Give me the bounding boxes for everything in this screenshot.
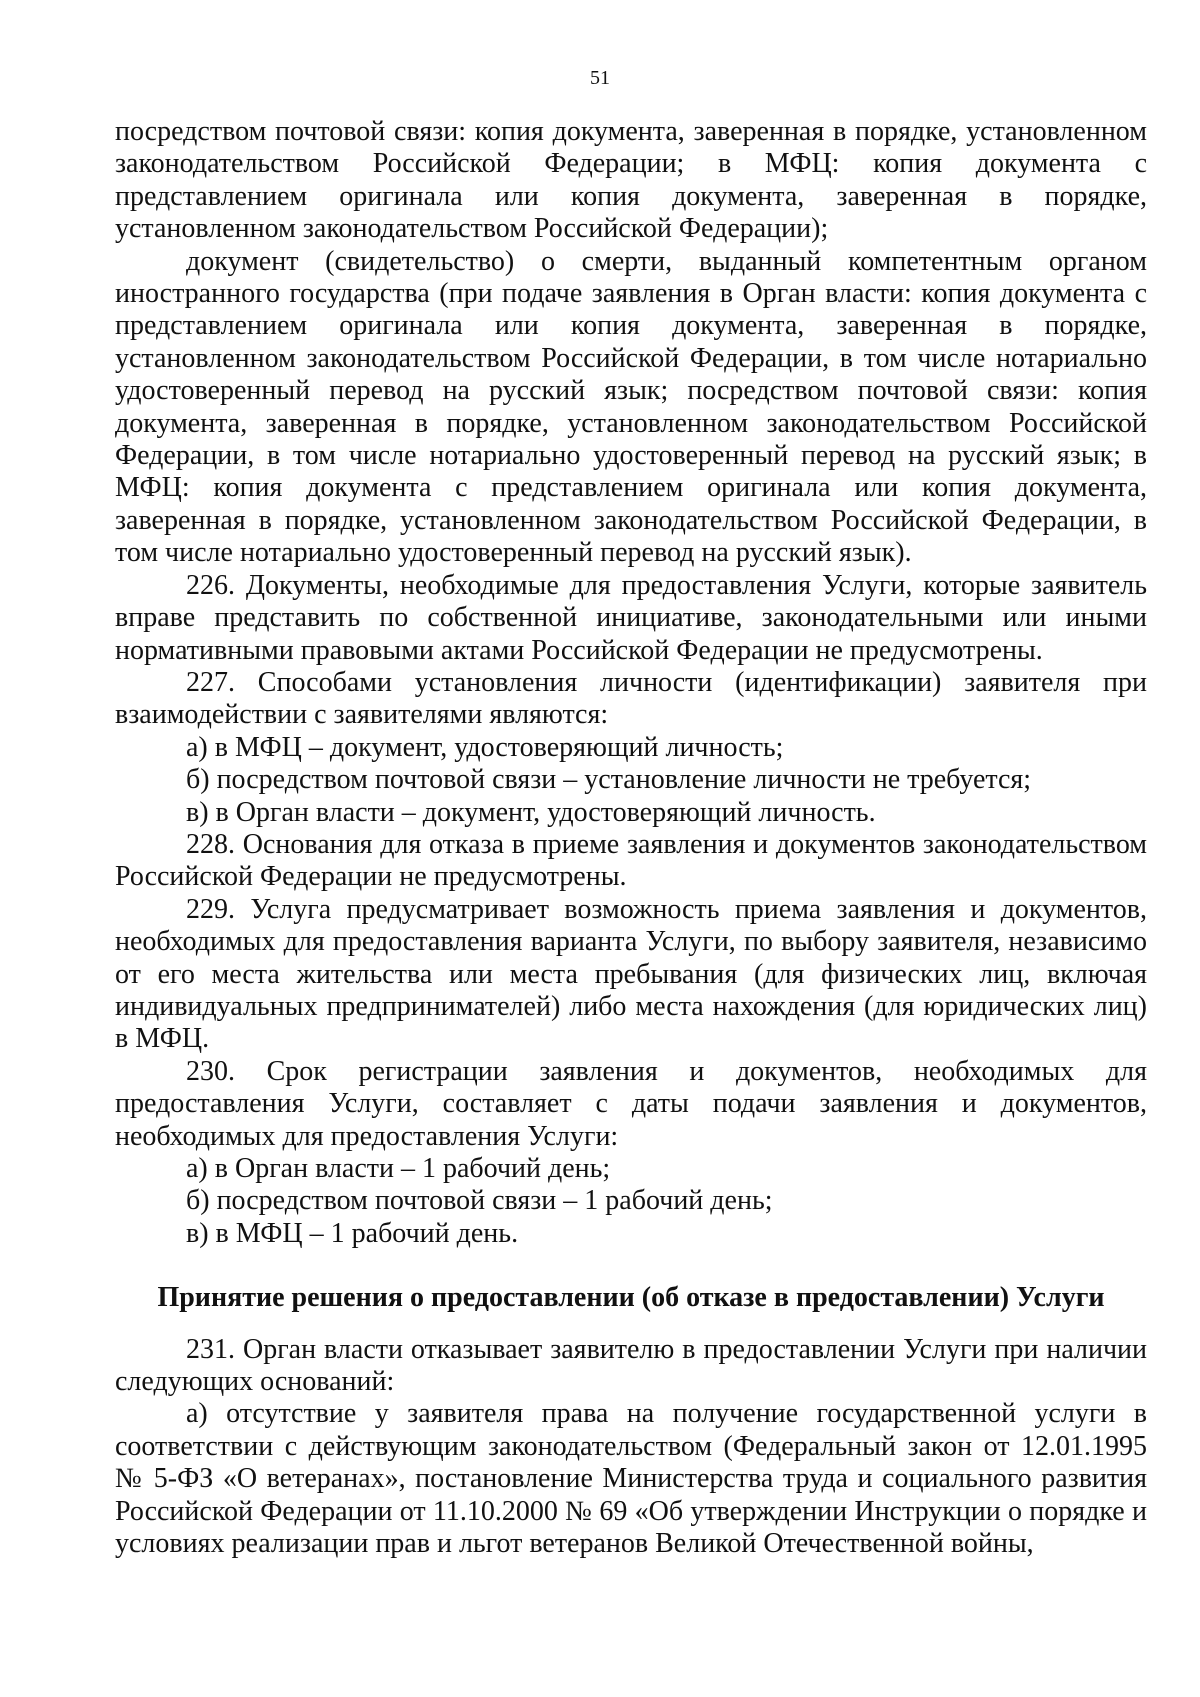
- paragraphs-after: [115, 1334, 1147, 1561]
- list-item-230-a: а) в Орган власти – 1 рабочий день;: [186, 1153, 611, 1184]
- document-body: [115, 116, 1147, 1560]
- section-heading: Принятие решения о предоставлении (об отказе в предоставлении) Услуги: [157, 1282, 1105, 1314]
- list-item-231-a: а) отсутствие у заявителя права на получение государственной услуги в соответствии с действующим законодательством (Федеральный закон от 12.01.1995 № 5-ФЗ «О ветеранах», постановление Министерства труда и социального развития Российской Федерации от 11.10.2000 № 69 «Об утверждении Инструкции о порядке и условиях реализации прав и льгот ветеранов Великой Отечественной войны,: [115, 1398, 1147, 1560]
- paragraph-227: 227. Способами установления личности (идентификации) заявителя при взаимодействии с заявителями являются:: [115, 666, 1147, 731]
- paragraph-continuation: посредством почтовой связи: копия документа, заверенная в порядке, установленном законодательством Российской Федерации; в МФЦ: копия документа с представлением оригинала или копия документа, заверенная в порядке, установленном законодательством Российской Федерации);: [115, 116, 1147, 245]
- list-item-227-a: а) в МФЦ – документ, удостоверяющий личность;: [186, 731, 784, 763]
- paragraph-229: 229. Услуга предусматривает возможность приема заявления и документов, необходимых для предоставления варианта Услуги, по выбору заявителя, независимо от его места жительства или места пребывания (для физических лиц, включая индивидуальных предпринимателей) либо места нахождения (для юридических лиц) в МФЦ.: [115, 893, 1147, 1055]
- list-item-230-b: б) посредством почтовой связи – 1 рабочий день;: [186, 1185, 773, 1217]
- paragraphs-before: [115, 116, 1147, 1250]
- list-item-230-v: в) в МФЦ – 1 рабочий день.: [186, 1217, 519, 1249]
- list-item-227-b: б) посредством почтовой связи – установление личности не требуется;: [186, 764, 1032, 796]
- paragraph-death-certificate: документ (свидетельство) о смерти, выданный компетентным органом иностранного государства (при подаче заявления в Орган власти: копия документа с представлением оригинала или копия документа, заверенная в порядке, установленном законодательством Российской Федерации, в том числе нотариально удостоверенный перевод на русский язык; посредством почтовой связи: копия документа, заверенная в порядке, установленном законодательством Российской Федерации, в том числе нотариально удостоверенный перевод на русский язык; в МФЦ: копия документа с представлением оригинала или копия документа, заверенная в порядке, установленном законодательством Российской Федерации, в том числе нотариально удостоверенный перевод на русский язык).: [115, 245, 1147, 569]
- paragraph-228: 228. Основания для отказа в приеме заявления и документов законодательством Российской Федерации не предусмотрены.: [115, 828, 1147, 893]
- paragraph-226: 226. Документы, необходимые для предоставления Услуги, которые заявитель вправе представить по собственной инициативе, законодательными или иными нормативными правовыми актами Российской Федерации не предусмотрены.: [115, 569, 1147, 666]
- paragraph-230: 230. Срок регистрации заявления и документов, необходимых для предоставления Услуги, составляет с даты подачи заявления и документов, необходимых для предоставления Услуги:: [115, 1055, 1147, 1152]
- page-number: 51: [590, 67, 610, 89]
- list-item-227-v: в) в Орган власти – документ, удостоверяющий личность.: [186, 796, 876, 828]
- paragraph-231: 231. Орган власти отказывает заявителю в предоставлении Услуги при наличии следующих оснований:: [115, 1333, 1147, 1398]
